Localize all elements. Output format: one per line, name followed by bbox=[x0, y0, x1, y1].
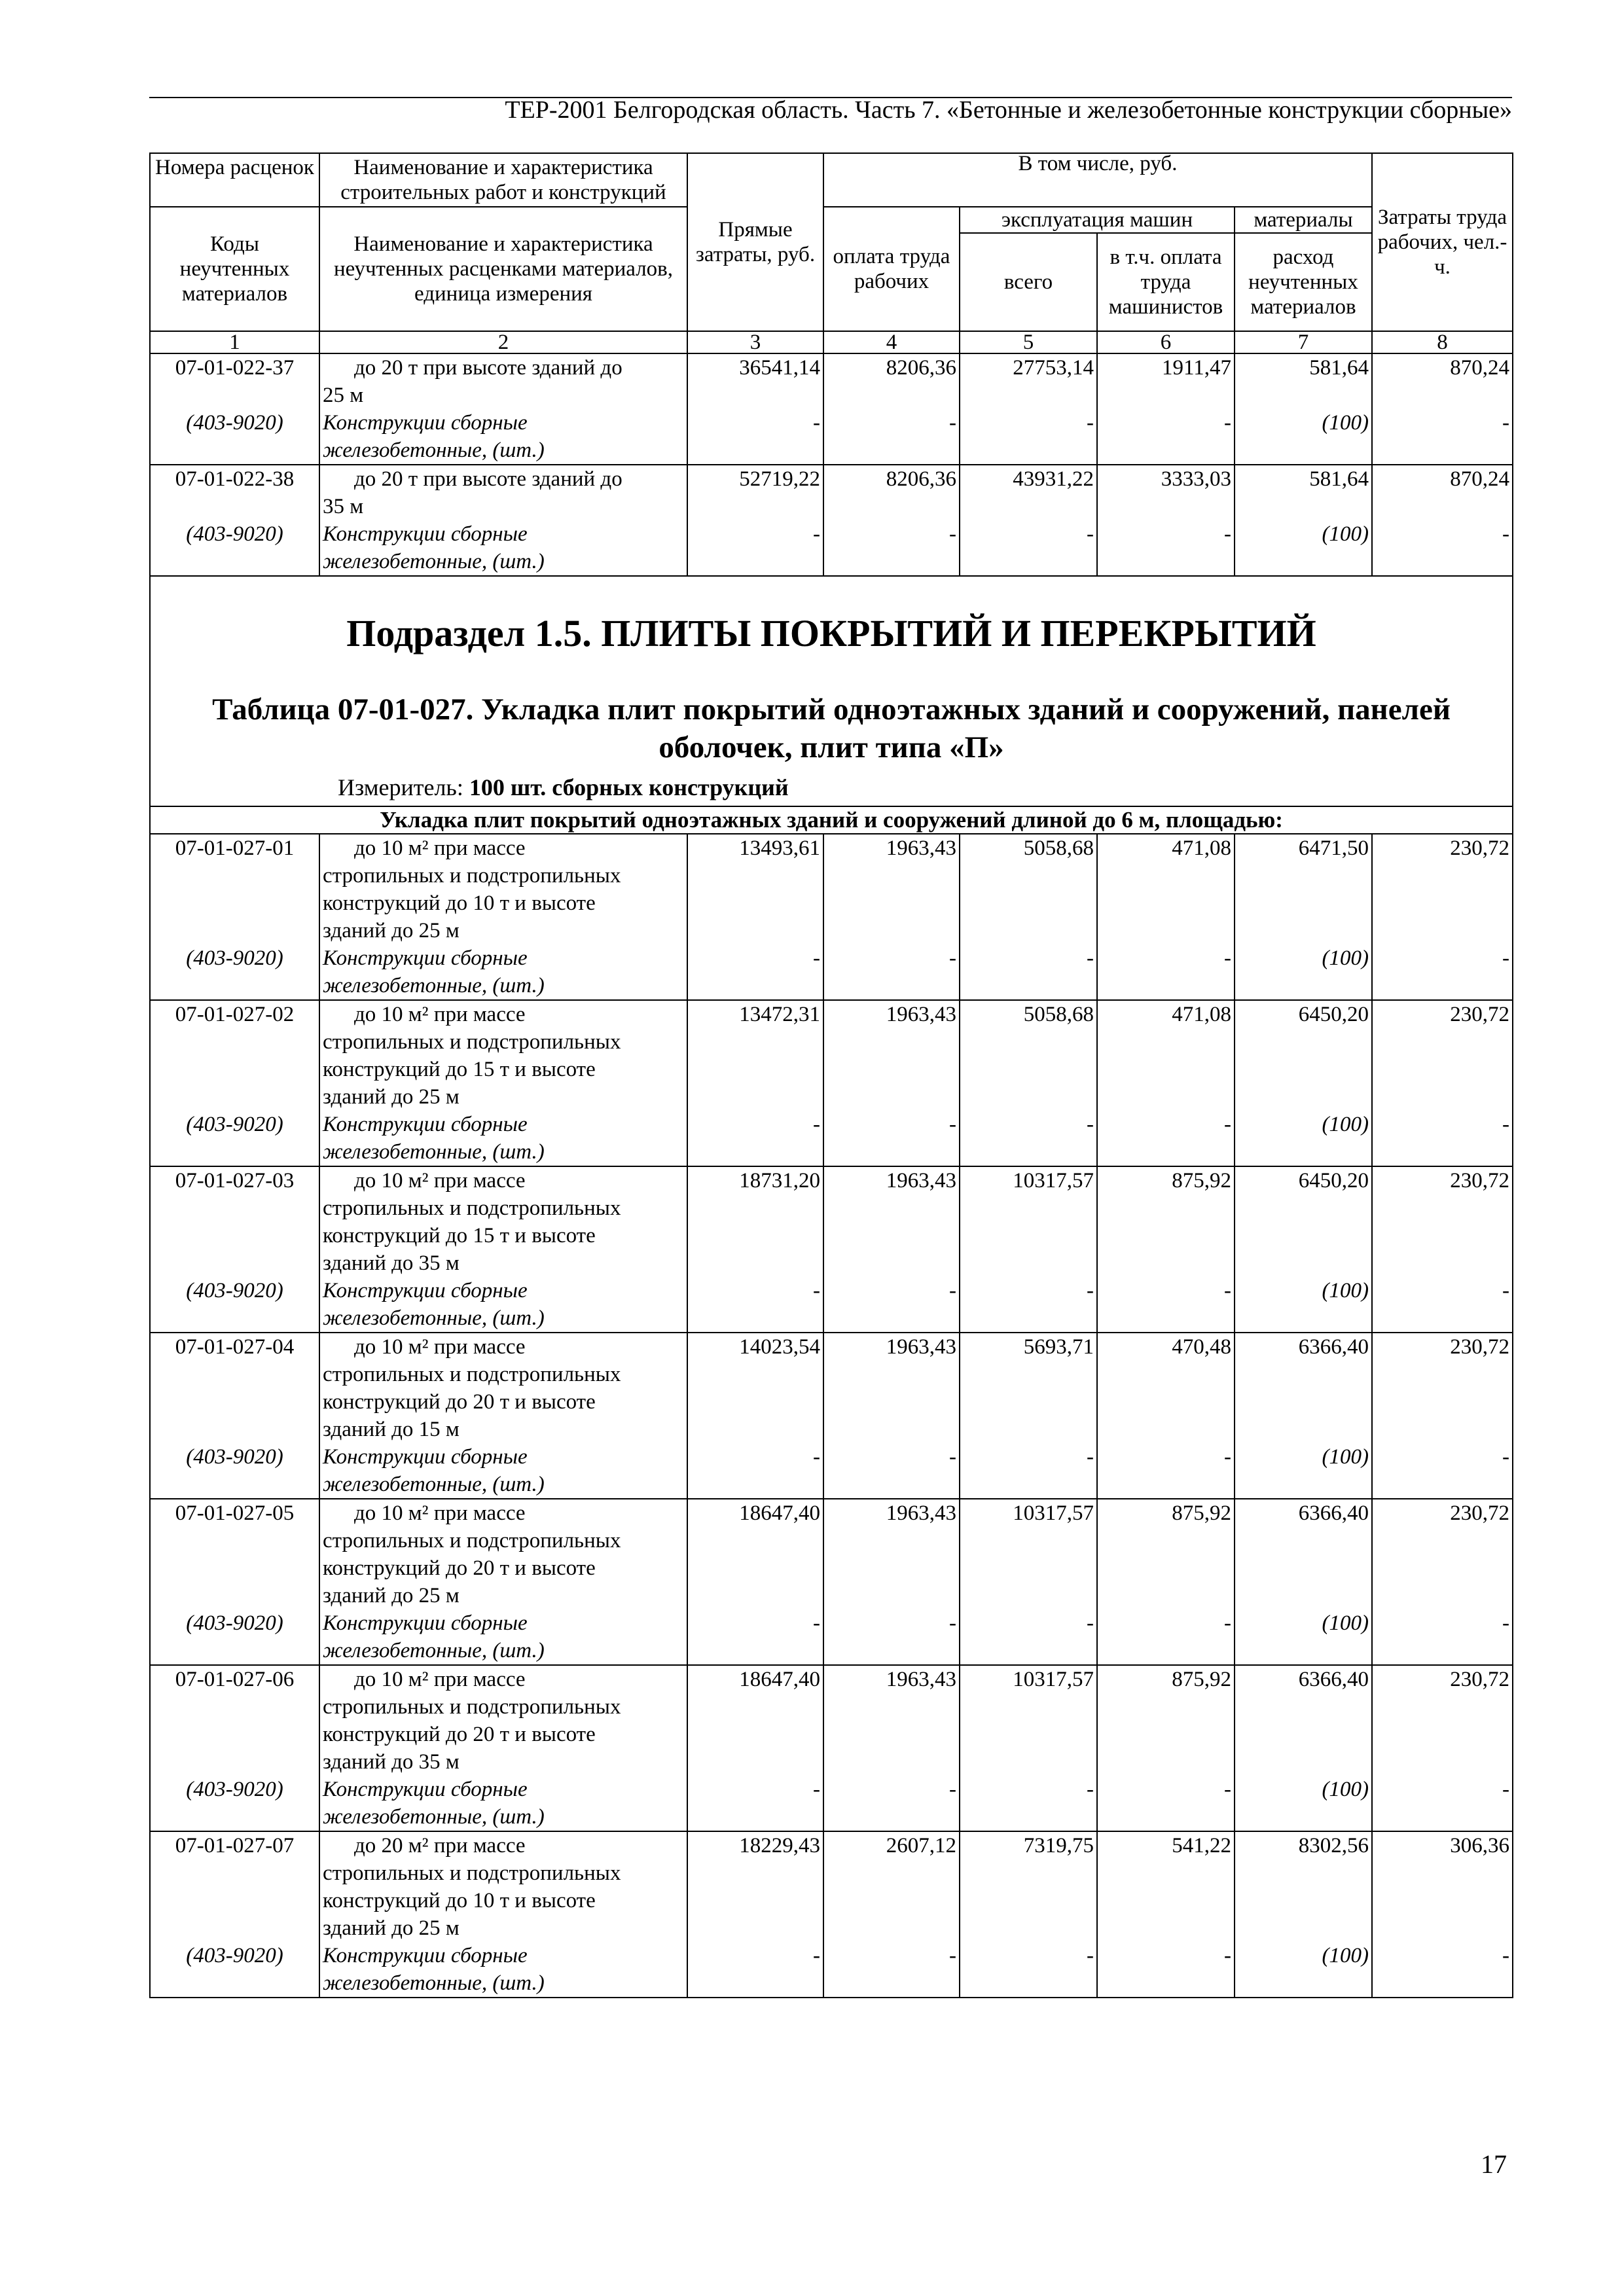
rate-value: 471,08 bbox=[1097, 1000, 1235, 1111]
material-value: (100) bbox=[1235, 1443, 1372, 1499]
rate-name bbox=[319, 1166, 687, 1277]
header-group-including: В том числе, руб. bbox=[823, 153, 1372, 207]
material-name-line: Конструкции сборные bbox=[323, 946, 528, 970]
material-name-line: железобетонные, (шт.) bbox=[323, 1971, 545, 1995]
rate-value: 52719,22 bbox=[687, 465, 823, 520]
rate-value: 27753,14 bbox=[960, 353, 1097, 409]
rate-value: 18647,40 bbox=[687, 1499, 823, 1609]
rate-row bbox=[150, 353, 1513, 409]
material-value: - bbox=[1372, 944, 1513, 1000]
rate-value: 875,92 bbox=[1097, 1166, 1235, 1277]
section-block bbox=[150, 576, 1513, 806]
header-rule bbox=[149, 97, 1512, 98]
material-value: - bbox=[960, 409, 1097, 465]
material-code: (403-9020) bbox=[150, 1942, 319, 1998]
material-value: - bbox=[1097, 409, 1235, 465]
rate-name-line: стропильных и подстропильных bbox=[323, 1030, 621, 1054]
material-name bbox=[319, 1776, 687, 1831]
material-value: - bbox=[823, 1277, 960, 1333]
header-col8: Затраты труда рабочих, чел.-ч. bbox=[1372, 153, 1513, 331]
material-value: - bbox=[960, 1443, 1097, 1499]
column-index-cell: 1 bbox=[150, 331, 319, 353]
material-code: (403-9020) bbox=[150, 520, 319, 576]
material-name-line: железобетонные, (шт.) bbox=[323, 974, 545, 997]
material-value: - bbox=[1372, 1776, 1513, 1831]
rate-value: 8206,36 bbox=[823, 465, 960, 520]
rate-value: 870,24 bbox=[1372, 353, 1513, 409]
header-col2-top: Наименование и характеристика строительных работ и конструкций bbox=[319, 153, 687, 207]
material-value: - bbox=[687, 1942, 823, 1998]
material-value: - bbox=[1372, 1111, 1513, 1166]
rate-value: 230,72 bbox=[1372, 1166, 1513, 1277]
header-col7: расход неучтенных материалов bbox=[1235, 233, 1372, 331]
material-value: - bbox=[823, 1443, 960, 1499]
rate-code: 07-01-027-06 bbox=[150, 1665, 319, 1776]
material-row bbox=[150, 944, 1513, 1000]
material-value: (100) bbox=[1235, 1776, 1372, 1831]
rate-name-line: конструкций до 10 т и высоте bbox=[323, 1889, 596, 1912]
rate-code: 07-01-027-05 bbox=[150, 1499, 319, 1609]
rate-name bbox=[319, 1665, 687, 1776]
rate-name-line: 25 м bbox=[323, 384, 364, 407]
column-index-cell: 2 bbox=[319, 331, 687, 353]
rate-value: 43931,22 bbox=[960, 465, 1097, 520]
material-code: (403-9020) bbox=[150, 1443, 319, 1499]
rate-value: 1963,43 bbox=[823, 1333, 960, 1443]
material-name bbox=[319, 409, 687, 465]
material-value: - bbox=[1097, 1609, 1235, 1665]
material-row bbox=[150, 1609, 1513, 1665]
material-value: - bbox=[1097, 1277, 1235, 1333]
rate-name-line: зданий до 25 м bbox=[323, 919, 460, 942]
material-name bbox=[319, 520, 687, 576]
rate-value: 6450,20 bbox=[1235, 1000, 1372, 1111]
rate-name-line: конструкций до 15 т и высоте bbox=[323, 1058, 596, 1081]
rate-value: 10317,57 bbox=[960, 1665, 1097, 1776]
rate-value: 471,08 bbox=[1097, 834, 1235, 944]
material-value: - bbox=[1097, 1776, 1235, 1831]
material-name bbox=[319, 1443, 687, 1499]
rate-value: 1963,43 bbox=[823, 1166, 960, 1277]
measure-line bbox=[338, 772, 1512, 803]
rate-value: 5058,68 bbox=[960, 834, 1097, 944]
rate-name-line: стропильных и подстропильных bbox=[323, 864, 621, 888]
rate-value: 1963,43 bbox=[823, 1665, 960, 1776]
material-value: - bbox=[1097, 520, 1235, 576]
rate-name-line: до 10 м² при массе bbox=[354, 1169, 526, 1193]
material-value: - bbox=[687, 1609, 823, 1665]
rate-value: 581,64 bbox=[1235, 353, 1372, 409]
section-title: Подраздел 1.5. ПЛИТЫ ПОКРЫТИЙ И ПЕРЕКРЫТИЙ bbox=[346, 612, 1316, 655]
rate-value: 230,72 bbox=[1372, 1665, 1513, 1776]
material-value: - bbox=[1097, 1443, 1235, 1499]
header-col1-top: Номера расценок bbox=[150, 153, 319, 207]
material-name bbox=[319, 944, 687, 1000]
rate-value: 6366,40 bbox=[1235, 1665, 1372, 1776]
rate-value: 1963,43 bbox=[823, 1000, 960, 1111]
material-value: - bbox=[823, 520, 960, 576]
material-name-line: Конструкции сборные bbox=[323, 522, 528, 546]
rate-code: 07-01-027-07 bbox=[150, 1831, 319, 1942]
rate-name-line: до 10 м² при массе bbox=[354, 1668, 526, 1691]
header-group-machines: эксплуатация машин bbox=[960, 207, 1235, 233]
rate-row bbox=[150, 1831, 1513, 1942]
rates-table bbox=[149, 152, 1513, 1998]
rate-value: 541,22 bbox=[1097, 1831, 1235, 1942]
rate-value: 230,72 bbox=[1372, 834, 1513, 944]
rate-row bbox=[150, 1166, 1513, 1277]
material-value: - bbox=[960, 520, 1097, 576]
material-code: (403-9020) bbox=[150, 409, 319, 465]
rate-name-line: зданий до 25 м bbox=[323, 1916, 460, 1940]
rate-value: 581,64 bbox=[1235, 465, 1372, 520]
material-name-line: железобетонные, (шт.) bbox=[323, 1306, 545, 1330]
rate-value: 18647,40 bbox=[687, 1665, 823, 1776]
rate-value: 3333,03 bbox=[1097, 465, 1235, 520]
rate-row bbox=[150, 834, 1513, 944]
material-value: - bbox=[1372, 1609, 1513, 1665]
rate-name-line: конструкций до 10 т и высоте bbox=[323, 891, 596, 915]
material-row bbox=[150, 520, 1513, 576]
rate-value: 5058,68 bbox=[960, 1000, 1097, 1111]
material-name-line: железобетонные, (шт.) bbox=[323, 550, 545, 573]
rate-name bbox=[319, 1499, 687, 1609]
rate-code: 07-01-027-01 bbox=[150, 834, 319, 944]
material-value: - bbox=[823, 409, 960, 465]
rate-code: 07-01-027-04 bbox=[150, 1333, 319, 1443]
material-name bbox=[319, 1942, 687, 1998]
material-code: (403-9020) bbox=[150, 1277, 319, 1333]
material-code: (403-9020) bbox=[150, 944, 319, 1000]
material-name-line: Конструкции сборные bbox=[323, 1611, 528, 1635]
rate-code: 07-01-022-37 bbox=[150, 353, 319, 409]
subheader-row bbox=[150, 806, 1513, 834]
material-value: - bbox=[960, 944, 1097, 1000]
rate-value: 6450,20 bbox=[1235, 1166, 1372, 1277]
column-index-cell: 8 bbox=[1372, 331, 1513, 353]
column-index-cell: 7 bbox=[1235, 331, 1372, 353]
rate-name-line: до 20 м² при массе bbox=[354, 1834, 526, 1857]
material-value: - bbox=[687, 520, 823, 576]
material-value: - bbox=[1097, 1942, 1235, 1998]
material-name-line: железобетонные, (шт.) bbox=[323, 1805, 545, 1829]
rate-value: 470,48 bbox=[1097, 1333, 1235, 1443]
material-value: - bbox=[960, 1942, 1097, 1998]
rate-name-line: до 20 т при высоте зданий до bbox=[354, 467, 623, 491]
material-row bbox=[150, 1942, 1513, 1998]
material-value: (100) bbox=[1235, 520, 1372, 576]
rate-code: 07-01-022-38 bbox=[150, 465, 319, 520]
header-col5: всего bbox=[960, 233, 1097, 331]
rate-value: 13493,61 bbox=[687, 834, 823, 944]
material-value: - bbox=[1372, 409, 1513, 465]
rate-row bbox=[150, 1665, 1513, 1776]
column-index-cell: 3 bbox=[687, 331, 823, 353]
rate-value: 10317,57 bbox=[960, 1166, 1097, 1277]
rate-name-line: стропильных и подстропильных bbox=[323, 1196, 621, 1220]
rate-value: 230,72 bbox=[1372, 1499, 1513, 1609]
rate-value: 6366,40 bbox=[1235, 1333, 1372, 1443]
material-code: (403-9020) bbox=[150, 1609, 319, 1665]
material-value: - bbox=[823, 1609, 960, 1665]
rate-code: 07-01-027-03 bbox=[150, 1166, 319, 1277]
rate-name-line: конструкций до 20 т и высоте bbox=[323, 1556, 596, 1580]
header-col6: в т.ч. оплата труда машинистов bbox=[1097, 233, 1235, 331]
rate-value: 1963,43 bbox=[823, 834, 960, 944]
rate-value: 875,92 bbox=[1097, 1499, 1235, 1609]
material-name-line: железобетонные, (шт.) bbox=[323, 1639, 545, 1662]
column-index-cell: 4 bbox=[823, 331, 960, 353]
material-name-line: Конструкции сборные bbox=[323, 1944, 528, 1967]
material-value: - bbox=[687, 409, 823, 465]
material-value: (100) bbox=[1235, 1111, 1372, 1166]
rate-name bbox=[319, 1000, 687, 1111]
material-row bbox=[150, 1776, 1513, 1831]
rate-value: 230,72 bbox=[1372, 1333, 1513, 1443]
rate-name-line: до 10 м² при массе bbox=[354, 836, 526, 860]
rate-name-line: стропильных и подстропильных bbox=[323, 1529, 621, 1552]
rate-name bbox=[319, 1333, 687, 1443]
rate-name-line: зданий до 35 м bbox=[323, 1251, 460, 1275]
material-name-line: железобетонные, (шт.) bbox=[323, 439, 545, 462]
header-col1-bottom: Коды неучтенных материалов bbox=[150, 207, 319, 331]
material-value: (100) bbox=[1235, 1277, 1372, 1333]
rate-name-line: 35 м bbox=[323, 495, 364, 518]
rate-name-line: зданий до 15 м bbox=[323, 1418, 460, 1441]
rate-name-line: стропильных и подстропильных bbox=[323, 1861, 621, 1885]
material-name-line: Конструкции сборные bbox=[323, 1445, 528, 1469]
rate-value: 18229,43 bbox=[687, 1831, 823, 1942]
material-name-line: Конструкции сборные bbox=[323, 1279, 528, 1302]
header-group-materials: материалы bbox=[1235, 207, 1372, 233]
rate-value: 6471,50 bbox=[1235, 834, 1372, 944]
material-value: - bbox=[1097, 944, 1235, 1000]
rate-value: 5693,71 bbox=[960, 1333, 1097, 1443]
rate-name-line: зданий до 35 м bbox=[323, 1750, 460, 1774]
rate-value: 10317,57 bbox=[960, 1499, 1097, 1609]
header-row-2 bbox=[150, 207, 1513, 233]
header-col3: Прямые затраты, руб. bbox=[687, 153, 823, 331]
material-value: - bbox=[687, 1443, 823, 1499]
material-name bbox=[319, 1111, 687, 1166]
rate-value: 8206,36 bbox=[823, 353, 960, 409]
rate-value: 1911,47 bbox=[1097, 353, 1235, 409]
rate-value: 18731,20 bbox=[687, 1166, 823, 1277]
material-value: - bbox=[1097, 1111, 1235, 1166]
rate-row bbox=[150, 465, 1513, 520]
page-number: 17 bbox=[1481, 2149, 1507, 2179]
material-value: - bbox=[823, 1111, 960, 1166]
rate-name-line: конструкций до 15 т и высоте bbox=[323, 1224, 596, 1247]
material-value: - bbox=[687, 1111, 823, 1166]
header-row-1 bbox=[150, 153, 1513, 207]
rate-name-line: стропильных и подстропильных bbox=[323, 1695, 621, 1719]
rate-name bbox=[319, 1831, 687, 1942]
rate-value: 6366,40 bbox=[1235, 1499, 1372, 1609]
rate-name bbox=[319, 353, 687, 409]
rate-name-line: зданий до 25 м bbox=[323, 1584, 460, 1607]
measure-value: 100 шт. сборных конструкций bbox=[469, 774, 789, 800]
material-row bbox=[150, 1277, 1513, 1333]
table-title: Таблица 07-01-027. Укладка плит покрытий одноэтажных зданий и сооружений, панелей оболочек, плит типа «П» bbox=[212, 692, 1451, 764]
header-col2-bottom: Наименование и характеристика неучтенных расценками материалов, единица измерения bbox=[319, 207, 687, 331]
material-value: - bbox=[823, 1942, 960, 1998]
rate-value: 13472,31 bbox=[687, 1000, 823, 1111]
rate-name-line: конструкций до 20 т и высоте bbox=[323, 1390, 596, 1414]
material-value: - bbox=[960, 1277, 1097, 1333]
rate-value: 2607,12 bbox=[823, 1831, 960, 1942]
rate-value: 1963,43 bbox=[823, 1499, 960, 1609]
material-code: (403-9020) bbox=[150, 1776, 319, 1831]
rate-name bbox=[319, 834, 687, 944]
material-name bbox=[319, 1277, 687, 1333]
rate-name-line: конструкций до 20 т и высоте bbox=[323, 1723, 596, 1746]
rate-row bbox=[150, 1499, 1513, 1609]
rate-value: 875,92 bbox=[1097, 1665, 1235, 1776]
measure-label: Измеритель: bbox=[338, 774, 463, 800]
rate-value: 14023,54 bbox=[687, 1333, 823, 1443]
rate-name-line: стропильных и подстропильных bbox=[323, 1363, 621, 1386]
material-value: - bbox=[960, 1609, 1097, 1665]
table-subheader: Укладка плит покрытий одноэтажных зданий и сооружений длиной до 6 м, площадью: bbox=[150, 806, 1513, 834]
material-name-line: железобетонные, (шт.) bbox=[323, 1140, 545, 1164]
material-value: (100) bbox=[1235, 409, 1372, 465]
column-index-cell: 6 bbox=[1097, 331, 1235, 353]
rate-name-line: до 10 м² при массе bbox=[354, 1003, 526, 1026]
rate-name-line: зданий до 25 м bbox=[323, 1085, 460, 1109]
header-col4: оплата труда рабочих bbox=[823, 207, 960, 331]
rate-code: 07-01-027-02 bbox=[150, 1000, 319, 1111]
material-value: - bbox=[960, 1776, 1097, 1831]
material-value: - bbox=[1372, 520, 1513, 576]
material-value: - bbox=[823, 1776, 960, 1831]
running-header: ТЕР-2001 Белгородская область. Часть 7. «Бетонные и железобетонные конструкции сборные» bbox=[505, 96, 1512, 124]
material-value: - bbox=[960, 1111, 1097, 1166]
material-value: - bbox=[687, 1277, 823, 1333]
rate-value: 8302,56 bbox=[1235, 1831, 1372, 1942]
rate-name bbox=[319, 465, 687, 520]
material-value: - bbox=[1372, 1443, 1513, 1499]
material-row bbox=[150, 409, 1513, 465]
rate-value: 36541,14 bbox=[687, 353, 823, 409]
material-name-line: железобетонные, (шт.) bbox=[323, 1473, 545, 1496]
rate-row bbox=[150, 1333, 1513, 1443]
rate-value: 7319,75 bbox=[960, 1831, 1097, 1942]
section-row bbox=[150, 576, 1513, 806]
material-value: - bbox=[823, 944, 960, 1000]
rate-value: 306,36 bbox=[1372, 1831, 1513, 1942]
material-name bbox=[319, 1609, 687, 1665]
material-value: - bbox=[687, 1776, 823, 1831]
material-name-line: Конструкции сборные bbox=[323, 1778, 528, 1801]
material-value: - bbox=[1372, 1942, 1513, 1998]
material-row bbox=[150, 1443, 1513, 1499]
rate-value: 230,72 bbox=[1372, 1000, 1513, 1111]
rate-name-line: до 20 т при высоте зданий до bbox=[354, 356, 623, 380]
rate-value: 870,24 bbox=[1372, 465, 1513, 520]
material-name-line: Конструкции сборные bbox=[323, 1113, 528, 1136]
material-value: (100) bbox=[1235, 1942, 1372, 1998]
material-value: (100) bbox=[1235, 1609, 1372, 1665]
material-name-line: Конструкции сборные bbox=[323, 411, 528, 435]
rate-row bbox=[150, 1000, 1513, 1111]
rate-name-line: до 10 м² при массе bbox=[354, 1501, 526, 1525]
material-value: (100) bbox=[1235, 944, 1372, 1000]
column-index-cell: 5 bbox=[960, 331, 1097, 353]
material-code: (403-9020) bbox=[150, 1111, 319, 1166]
material-row bbox=[150, 1111, 1513, 1166]
rate-name-line: до 10 м² при массе bbox=[354, 1335, 526, 1359]
column-index-row bbox=[150, 331, 1513, 353]
material-value: - bbox=[1372, 1277, 1513, 1333]
material-value: - bbox=[687, 944, 823, 1000]
